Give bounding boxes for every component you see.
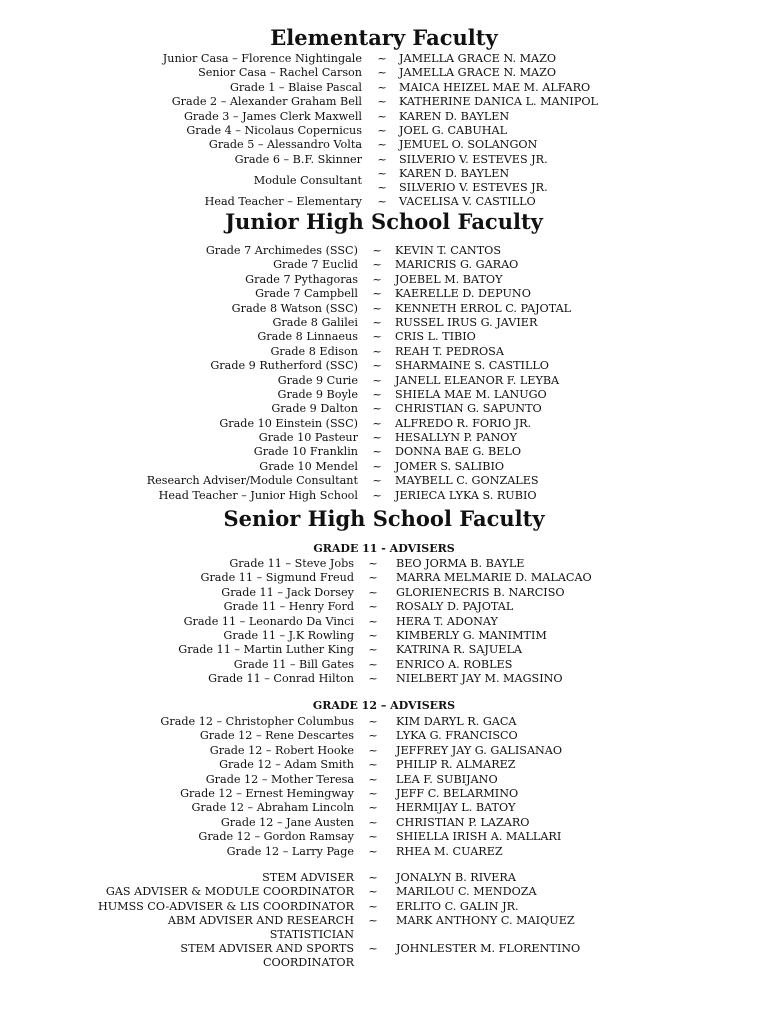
faculty-row	[0, 816, 768, 830]
assignment-label: Grade 11 – Bill Gates	[233, 657, 354, 671]
faculty-row	[0, 787, 768, 801]
assignment-label: Grade 8 Galilei	[272, 315, 358, 329]
tilde-separator: ~	[368, 844, 378, 858]
teacher-name: KENNETH ERROL C. PAJOTAL	[395, 301, 572, 315]
tilde-separator: ~	[377, 195, 387, 209]
faculty-row	[0, 615, 768, 629]
assignment-label: HUMSS CO-ADVISER & LIS COORDINATOR	[97, 899, 354, 913]
tilde-separator: ~	[372, 359, 382, 373]
teacher-name: VACELISA V. CASTILLO	[399, 195, 536, 209]
tilde-separator: ~	[368, 743, 378, 757]
assignment-label: Grade 2 – Alexander Graham Bell	[171, 95, 362, 109]
assignment-label: Grade 9 Curie	[277, 373, 358, 387]
tilde-separator: ~	[372, 301, 382, 315]
tilde-separator: ~	[368, 942, 378, 956]
faculty-row	[0, 600, 768, 614]
tilde-separator: ~	[368, 600, 378, 614]
tilde-separator: ~	[368, 672, 378, 686]
assignment-label: Grade 12 – Ernest Hemingway	[180, 786, 354, 800]
teacher-name: HESALLYN P. PANOY	[395, 431, 517, 445]
tilde-separator: ~	[368, 786, 378, 800]
teacher-name: JERIECA LYKA S. RUBIO	[395, 488, 537, 502]
teacher-name: JOMER S. SALIBIO	[395, 459, 505, 473]
teacher-name: PHILIP R. ALMAREZ	[396, 758, 516, 772]
assignment-label: Grade 8 Edison	[270, 344, 358, 358]
teacher-name: JANELL ELEANOR F. LEYBA	[395, 373, 560, 387]
grade12-list	[0, 715, 768, 859]
faculty-row	[0, 460, 768, 474]
teacher-name: KEVIN T. CANTOS	[395, 244, 502, 257]
assignment-label: Grade 9 Dalton	[271, 402, 358, 416]
faculty-row	[0, 900, 768, 914]
grade11-heading: GRADE 11 - ADVISERS	[313, 542, 455, 555]
tilde-separator: ~	[372, 330, 382, 344]
faculty-row	[0, 758, 768, 772]
assignment-label: STEM ADVISER AND SPORTS COORDINATOR	[180, 942, 354, 970]
assignment-label: Grade 11 – J.K Rowling	[223, 628, 354, 642]
junior-high-list	[0, 244, 768, 503]
faculty-row	[0, 431, 768, 445]
teacher-name: KATRINA R. SAJUELA	[396, 643, 522, 657]
assignment-label: Grade 12 – Mother Teresa	[205, 772, 354, 786]
teacher-name: MARRA MELMARIE D. MALACAO	[396, 571, 592, 585]
tilde-separator: ~	[368, 715, 378, 728]
tilde-separator: ~	[368, 643, 378, 657]
tilde-separator: ~	[368, 830, 378, 844]
tilde-separator: ~	[377, 80, 387, 94]
assignment-label: Head Teacher – Junior High School	[158, 488, 358, 502]
assignment-label: Grade 11 – Conrad Hilton	[208, 672, 354, 686]
faculty-row	[0, 830, 768, 844]
elementary-title: Elementary Faculty	[270, 25, 498, 50]
teacher-name: SILVERIO V. ESTEVES JR.	[399, 181, 548, 195]
junior-high-title: Junior High School Faculty	[225, 209, 543, 234]
tilde-separator: ~	[372, 272, 382, 286]
teacher-name: CHRISTIAN P. LAZARO	[396, 815, 530, 829]
teacher-name: JOHNLESTER M. FLORENTINO	[396, 942, 581, 956]
faculty-row	[0, 744, 768, 758]
senior-high-title: Senior High School Faculty	[223, 506, 545, 531]
faculty-row	[0, 153, 768, 167]
assignment-label: Research Adviser/Module Consultant	[146, 474, 358, 488]
tilde-separator: ~	[377, 52, 387, 65]
faculty-row	[0, 244, 768, 258]
tilde-separator: ~	[372, 474, 382, 488]
teacher-name: CHRISTIAN G. SAPUNTO	[395, 402, 542, 416]
faculty-row	[0, 388, 768, 402]
tilde-separator: ~	[372, 373, 382, 387]
faculty-row	[0, 81, 768, 95]
tilde-separator: ~	[372, 416, 382, 430]
tilde-separator: ~	[377, 181, 387, 195]
faculty-row	[0, 672, 768, 686]
faculty-row	[0, 571, 768, 585]
other-roles-list	[0, 871, 768, 970]
assignment-label: Grade 1 – Blaise Pascal	[229, 80, 362, 94]
faculty-row	[0, 629, 768, 643]
teacher-name: RHEA M. CUAREZ	[396, 844, 503, 858]
teacher-name: HERA T. ADONAY	[396, 614, 498, 628]
grade11-list	[0, 557, 768, 687]
tilde-separator: ~	[372, 445, 382, 459]
teacher-name: HERMIJAY L. BATOY	[396, 801, 516, 815]
tilde-separator: ~	[368, 871, 378, 884]
faculty-row	[0, 138, 768, 152]
teacher-name: JAMELLA GRACE N. MAZO	[399, 52, 557, 65]
teacher-name: CRIS L. TIBIO	[395, 330, 476, 344]
teacher-name: NIELBERT JAY M. MAGSINO	[396, 672, 563, 686]
tilde-separator: ~	[377, 123, 387, 137]
tilde-separator: ~	[368, 815, 378, 829]
tilde-separator: ~	[377, 66, 387, 80]
teacher-name: ALFREDO R. FORIO JR.	[395, 416, 532, 430]
teacher-name: JOEBEL M. BATOY	[395, 272, 503, 286]
teacher-name: MARK ANTHONY C. MAIQUEZ	[396, 914, 575, 928]
faculty-row	[0, 258, 768, 272]
faculty-row	[0, 489, 768, 503]
tilde-separator: ~	[368, 628, 378, 642]
tilde-separator: ~	[372, 344, 382, 358]
faculty-row	[0, 445, 768, 459]
teacher-name: KAREN D. BAYLEN	[399, 167, 510, 181]
tilde-separator: ~	[372, 402, 382, 416]
assignment-label: Grade 10 Einstein (SSC)	[219, 416, 358, 430]
tilde-separator: ~	[372, 387, 382, 401]
assignment-label: Grade 7 Campbell	[255, 287, 358, 301]
tilde-separator: ~	[372, 244, 382, 257]
grade12-heading: GRADE 12 – ADVISERS	[312, 699, 456, 712]
assignment-label: Grade 10 Franklin	[253, 445, 358, 459]
teacher-name: KAERELLE D. DEPUNO	[395, 287, 531, 301]
assignment-label: Grade 10 Mendel	[259, 459, 358, 473]
teacher-name: RUSSEL IRUS G. JAVIER	[395, 315, 538, 329]
assignment-label: Grade 12 – Jane Austen	[220, 815, 354, 829]
faculty-row	[0, 586, 768, 600]
assignment-label: Module Consultant	[253, 174, 362, 188]
faculty-row	[0, 402, 768, 416]
assignment-label: Grade 9 Boyle	[277, 387, 358, 401]
tilde-separator: ~	[368, 557, 378, 570]
faculty-row	[0, 658, 768, 672]
teacher-name: KIMBERLY G. MANIMTIM	[396, 628, 547, 642]
teacher-name: LEA F. SUBIJANO	[396, 772, 498, 786]
faculty-row	[0, 287, 768, 301]
teacher-name: BEO JORMA B. BAYLE	[396, 557, 525, 570]
tilde-separator: ~	[377, 109, 387, 123]
tilde-separator: ~	[368, 571, 378, 585]
assignment-label: Grade 12 – Larry Page	[226, 844, 354, 858]
teacher-name: DONNA BAE G. BELO	[395, 445, 522, 459]
faculty-row	[0, 52, 768, 66]
faculty-row	[0, 557, 768, 571]
assignment-label: Grade 7 Euclid	[273, 258, 358, 272]
faculty-row	[0, 195, 768, 209]
tilde-separator: ~	[368, 914, 378, 928]
teacher-name: KIM DARYL R. GACA	[396, 715, 517, 728]
teacher-name: ENRICO A. ROBLES	[396, 657, 513, 671]
faculty-row	[0, 729, 768, 743]
faculty-row	[0, 474, 768, 488]
teacher-name: MARICRIS G. GARAO	[395, 258, 519, 272]
assignment-label: Grade 8 Linnaeus	[257, 330, 358, 344]
teacher-name: REAH T. PEDROSA	[395, 344, 504, 358]
tilde-separator: ~	[377, 167, 387, 181]
teacher-name: JAMELLA GRACE N. MAZO	[399, 66, 557, 80]
assignment-label: Grade 11 – Sigmund Freud	[200, 571, 354, 585]
tilde-separator: ~	[368, 614, 378, 628]
assignment-label: GAS ADVISER & MODULE COORDINATOR	[105, 885, 354, 899]
assignment-label: Grade 4 – Nicolaus Copernicus	[186, 123, 362, 137]
assignment-label: Grade 12 – Christopher Columbus	[160, 715, 354, 728]
faculty-row	[0, 914, 768, 942]
faculty-row	[0, 316, 768, 330]
faculty-row	[0, 374, 768, 388]
faculty-row	[0, 871, 768, 885]
teacher-name: SHARMAINE S. CASTILLO	[395, 359, 549, 373]
tilde-separator: ~	[368, 772, 378, 786]
tilde-separator: ~	[368, 801, 378, 815]
teacher-name: ROSALY D. PAJOTAL	[396, 600, 514, 614]
tilde-separator: ~	[368, 729, 378, 743]
faculty-row	[0, 110, 768, 124]
teacher-name: KAREN D. BAYLEN	[399, 109, 510, 123]
tilde-separator: ~	[372, 459, 382, 473]
faculty-row	[0, 302, 768, 316]
assignment-label: Grade 12 – Adam Smith	[219, 758, 354, 772]
assignment-label: Grade 11 – Henry Ford	[223, 600, 354, 614]
tilde-separator: ~	[377, 95, 387, 109]
tilde-separator: ~	[372, 287, 382, 301]
teacher-name: MAYBELL C. GONZALES	[395, 474, 539, 488]
faculty-row	[0, 845, 768, 859]
faculty-row	[0, 942, 768, 970]
assignment-label: Grade 8 Watson (SSC)	[231, 301, 358, 315]
elementary-list	[0, 52, 768, 210]
assignment-label: Senior Casa – Rachel Carson	[198, 66, 362, 80]
teacher-name: KATHERINE DANICA L. MANIPOL	[399, 95, 598, 109]
teacher-name: LYKA G. FRANCISCO	[396, 729, 518, 743]
assignment-label: STEM ADVISER	[262, 871, 354, 884]
assignment-label: Grade 10 Pasteur	[258, 431, 358, 445]
assignment-label: Grade 9 Rutherford (SSC)	[210, 359, 358, 373]
assignment-label: Grade 12 – Abraham Lincoln	[191, 801, 354, 815]
tilde-separator: ~	[368, 899, 378, 913]
faculty-row	[0, 345, 768, 359]
teacher-name: JEMUEL O. SOLANGON	[399, 138, 538, 152]
assignment-label: Grade 3 – James Clerk Maxwell	[183, 109, 362, 123]
faculty-row	[0, 773, 768, 787]
faculty-row	[0, 95, 768, 109]
teacher-name: MAICA HEIZEL MAE M. ALFARO	[399, 80, 591, 94]
assignment-label: Junior Casa – Florence Nightingale	[162, 52, 362, 65]
faculty-row	[0, 643, 768, 657]
faculty-row	[0, 124, 768, 138]
assignment-label: Grade 7 Archimedes (SSC)	[205, 244, 358, 257]
tilde-separator: ~	[372, 315, 382, 329]
assignment-label: Grade 5 – Alessandro Volta	[208, 138, 362, 152]
tilde-separator: ~	[372, 258, 382, 272]
faculty-row	[0, 330, 768, 344]
teacher-name: SHIELA MAE M. LANUGO	[395, 387, 547, 401]
assignment-label: Grade 11 – Leonardo Da Vinci	[183, 614, 354, 628]
assignment-label: Grade 11 – Steve Jobs	[229, 557, 354, 570]
tilde-separator: ~	[368, 885, 378, 899]
teacher-name: JONALYN B. RIVERA	[396, 871, 516, 884]
tilde-separator: ~	[368, 585, 378, 599]
faculty-row	[0, 167, 768, 195]
teacher-name: ERLITO C. GALIN JR.	[396, 899, 519, 913]
teacher-name: SHIELLA IRISH A. MALLARI	[396, 830, 562, 844]
tilde-separator: ~	[368, 758, 378, 772]
teacher-name: JEFF C. BELARMINO	[396, 786, 519, 800]
assignment-label: Grade 7 Pythagoras	[245, 272, 358, 286]
teacher-name: SILVERIO V. ESTEVES JR.	[399, 152, 548, 166]
tilde-separator: ~	[372, 431, 382, 445]
tilde-separator: ~	[368, 657, 378, 671]
teacher-name: GLORIENECRIS B. NARCISO	[396, 585, 565, 599]
assignment-label: Grade 12 – Robert Hooke	[209, 743, 354, 757]
faculty-row	[0, 359, 768, 373]
faculty-row	[0, 66, 768, 80]
tilde-separator: ~	[372, 488, 382, 502]
faculty-row	[0, 417, 768, 431]
teacher-name: JEFFREY JAY G. GALISANAO	[396, 743, 563, 757]
faculty-row	[0, 885, 768, 899]
tilde-separator: ~	[377, 138, 387, 152]
assignment-label: Grade 11 – Jack Dorsey	[221, 585, 354, 599]
tilde-separator: ~	[377, 152, 387, 166]
assignment-label: Grade 12 – Rene Descartes	[199, 729, 354, 743]
assignment-label: Grade 6 – B.F. Skinner	[234, 152, 362, 166]
faculty-row	[0, 273, 768, 287]
faculty-row	[0, 715, 768, 729]
faculty-row	[0, 801, 768, 815]
assignment-label: ABM ADVISER AND RESEARCH STATISTICIAN	[167, 914, 354, 942]
assignment-label: Grade 12 – Gordon Ramsay	[198, 830, 354, 844]
teacher-name: JOEL G. CABUHAL	[399, 123, 508, 137]
assignment-label: Head Teacher – Elementary	[204, 195, 362, 209]
assignment-label: Grade 11 – Martin Luther King	[178, 643, 354, 657]
teacher-name: MARILOU C. MENDOZA	[396, 885, 537, 899]
